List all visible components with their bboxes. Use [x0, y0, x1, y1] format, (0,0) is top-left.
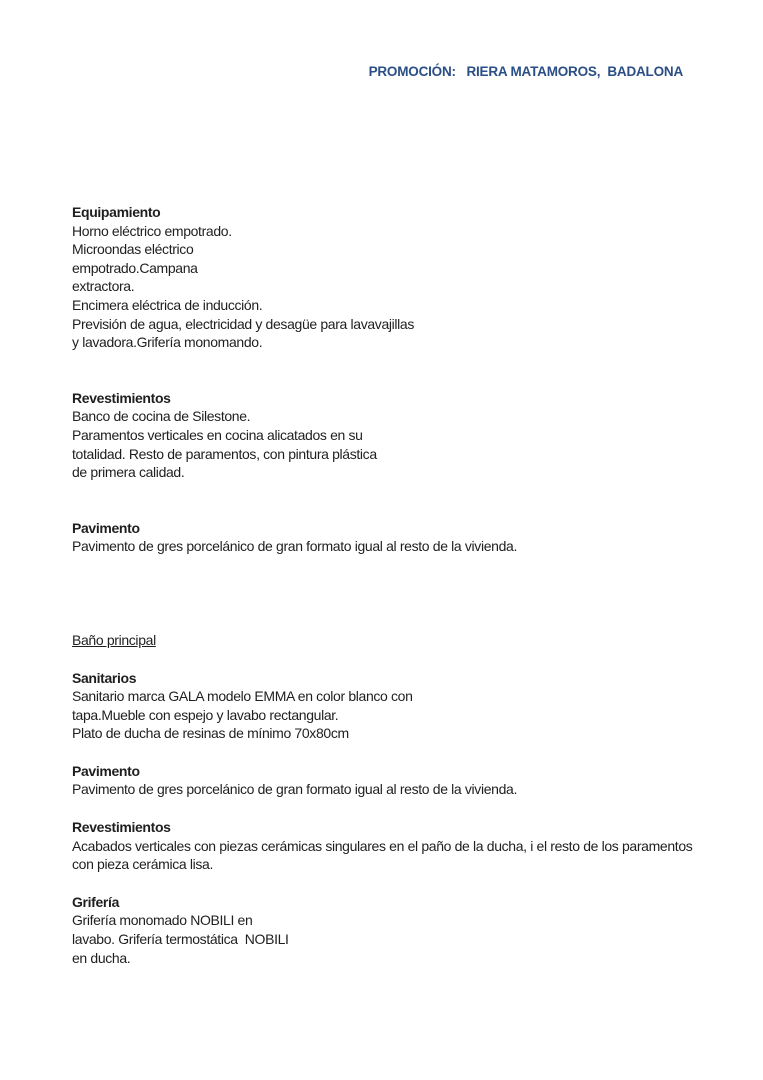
text-line: con pieza cerámica lisa. — [72, 856, 213, 873]
text-line: lavabo. Grifería termostática NOBILI — [72, 931, 289, 948]
text-line: Paramentos verticales en cocina alicatados en su — [72, 426, 363, 443]
text-line: Microondas eléctrico — [72, 241, 194, 258]
section-bano-principal — [72, 631, 753, 650]
text-line: Acabados verticales con piezas cerámicas singulares en el paño de la ducha, i el resto de los paramentos — [72, 837, 693, 854]
section-equipamiento — [72, 203, 753, 352]
section-heading: Revestimientos — [72, 389, 171, 406]
text-line: Grifería monomado NOBILI en — [72, 912, 253, 929]
section-revestimientos-bano — [72, 818, 753, 874]
document-body — [0, 203, 763, 967]
text-line: Plato de ducha de resinas de mínimo 70x80cm — [72, 725, 349, 742]
text-line: en ducha. — [72, 949, 131, 966]
section-heading: Grifería — [72, 893, 119, 910]
section-heading: Equipamiento — [72, 204, 161, 220]
text-line: Previsión de agua, electricidad y desagüe para lavavajillas — [72, 315, 415, 332]
section-heading: Pavimento — [72, 519, 140, 536]
section-heading: Revestimientos — [72, 819, 171, 836]
document-header — [0, 0, 763, 99]
text-line: Banco de cocina de Silestone. — [72, 408, 251, 425]
text-line: Horno eléctrico empotrado. — [72, 222, 232, 239]
text-line: Encimera eléctrica de inducción. — [72, 296, 263, 313]
text-line: totalidad. Resto de paramentos, con pintura plástica — [72, 445, 377, 462]
section-heading: Baño principal — [72, 631, 156, 648]
text-line: extractora. — [72, 278, 135, 295]
section-sanitarios — [72, 669, 753, 743]
text-line: Pavimento de gres porcelánico de gran formato igual al resto de la vivienda. — [72, 538, 518, 555]
section-heading: Sanitarios — [72, 669, 137, 686]
text-line: tapa.Mueble con espejo y lavabo rectangular. — [72, 706, 339, 723]
text-line: Pavimento de gres porcelánico de gran formato igual al resto de la vivienda. — [72, 781, 518, 798]
text-line: Sanitario marca GALA modelo EMMA en color blanco con — [72, 688, 413, 705]
section-griferia — [72, 893, 753, 967]
text-line: empotrado.Campana — [72, 259, 198, 276]
text-line: de primera calidad. — [72, 464, 185, 481]
promotion-title: PROMOCIÓN: RIERA MATAMOROS, BADALONA — [368, 64, 683, 79]
text-line: y lavadora.Grifería monomando. — [72, 334, 263, 351]
section-revestimientos-cocina — [72, 389, 753, 482]
section-pavimento-cocina — [72, 519, 753, 556]
section-pavimento-bano — [72, 762, 753, 799]
section-heading: Pavimento — [72, 762, 140, 779]
